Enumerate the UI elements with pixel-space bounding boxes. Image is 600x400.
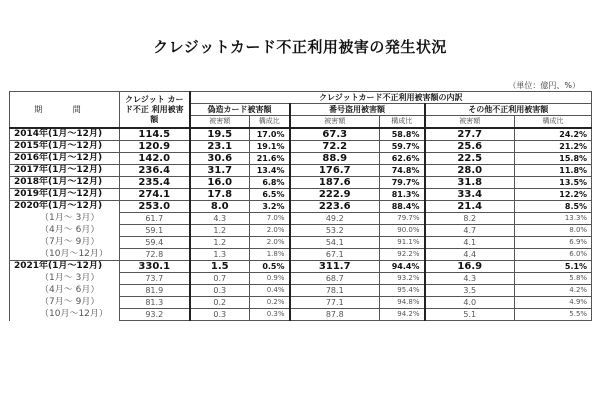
counterfeit-ratio-cell: 0.3%	[250, 309, 290, 321]
group-header-other: その他不正利用被害額	[425, 104, 592, 116]
theft-ratio-cell: 79.7%	[380, 213, 425, 225]
table-row-year	[10, 141, 592, 153]
other-amount-cell: 8.2	[425, 213, 515, 225]
other-ratio-cell: 13.5%	[515, 177, 592, 189]
counterfeit-amount-cell: 4.3	[190, 213, 250, 225]
table-row-quarter	[10, 237, 592, 249]
table-body	[10, 92, 592, 321]
table-row-quarter	[10, 249, 592, 261]
other-amount-cell: 4.7	[425, 225, 515, 237]
group-header-counterfeit: 偽造カード被害額	[190, 104, 290, 116]
period-cell-year: 2021年(1月〜12月)	[10, 261, 120, 273]
other-amount-cell: 25.6	[425, 141, 515, 153]
table-row-quarter	[10, 309, 592, 321]
theft-ratio-cell: 79.7%	[380, 177, 425, 189]
other-ratio-cell: 5.1%	[515, 261, 592, 273]
counterfeit-ratio-cell: 21.6%	[250, 153, 290, 165]
other-amount-cell: 28.0	[425, 165, 515, 177]
theft-amount-cell: 68.7	[290, 273, 380, 285]
theft-ratio-cell: 88.4%	[380, 201, 425, 213]
table-row-quarter	[10, 273, 592, 285]
period-cell-year: 2014年(1月〜12月)	[10, 128, 120, 141]
other-ratio-cell: 13.3%	[515, 213, 592, 225]
theft-amount-cell: 311.7	[290, 261, 380, 273]
theft-ratio-cell: 91.1%	[380, 237, 425, 249]
period-cell-quarter: （4月〜 6月）	[10, 285, 120, 297]
theft-ratio-cell: 94.8%	[380, 297, 425, 309]
theft-ratio-cell: 94.4%	[380, 261, 425, 273]
table-row-quarter	[10, 297, 592, 309]
period-cell-quarter: （7月〜 9月）	[10, 237, 120, 249]
theft-amount-cell: 223.6	[290, 201, 380, 213]
theft-ratio-cell: 59.7%	[380, 141, 425, 153]
other-ratio-cell: 6.9%	[515, 237, 592, 249]
total-cell: 142.0	[120, 153, 190, 165]
period-cell-quarter: （10月〜12月）	[10, 249, 120, 261]
total-cell: 59.4	[120, 237, 190, 249]
counterfeit-amount-cell: 0.3	[190, 309, 250, 321]
other-ratio-cell: 11.8%	[515, 165, 592, 177]
total-cell: 61.7	[120, 213, 190, 225]
header-row-top	[10, 92, 592, 104]
counterfeit-amount-cell: 1.2	[190, 237, 250, 249]
period-cell-year: 2019年(1月〜12月)	[10, 189, 120, 201]
period-cell-year: 2017年(1月〜12月)	[10, 165, 120, 177]
other-amount-cell: 3.5	[425, 285, 515, 297]
counterfeit-ratio-cell: 6.8%	[250, 177, 290, 189]
counterfeit-ratio-cell: 0.4%	[250, 285, 290, 297]
table-row-quarter	[10, 285, 592, 297]
sub-header-ratio: 構成比	[380, 116, 425, 129]
counterfeit-ratio-cell: 19.1%	[250, 141, 290, 153]
other-amount-cell: 16.9	[425, 261, 515, 273]
total-cell: 253.0	[120, 201, 190, 213]
table-row-year	[10, 165, 592, 177]
period-cell-quarter: （10月〜12月）	[10, 309, 120, 321]
counterfeit-amount-cell: 0.7	[190, 273, 250, 285]
other-ratio-cell: 4.9%	[515, 297, 592, 309]
period-cell-quarter: （1月〜 3月）	[10, 273, 120, 285]
counterfeit-amount-cell: 1.2	[190, 225, 250, 237]
sub-header-ratio: 構成比	[515, 116, 592, 129]
theft-amount-cell: 88.9	[290, 153, 380, 165]
total-cell: 93.2	[120, 309, 190, 321]
other-ratio-cell: 4.2%	[515, 285, 592, 297]
other-ratio-cell: 8.5%	[515, 201, 592, 213]
total-cell: 73.7	[120, 273, 190, 285]
theft-amount-cell: 67.1	[290, 249, 380, 261]
table-row-year	[10, 201, 592, 213]
total-cell: 274.1	[120, 189, 190, 201]
other-ratio-cell: 5.8%	[515, 273, 592, 285]
theft-amount-cell: 67.3	[290, 128, 380, 141]
other-ratio-cell: 6.0%	[515, 249, 592, 261]
table-row-year	[10, 153, 592, 165]
theft-ratio-cell: 81.3%	[380, 189, 425, 201]
table-row-year	[10, 128, 592, 141]
other-ratio-cell: 8.0%	[515, 225, 592, 237]
counterfeit-amount-cell: 1.3	[190, 249, 250, 261]
period-cell-year: 2020年(1月〜12月)	[10, 201, 120, 213]
counterfeit-ratio-cell: 3.2%	[250, 201, 290, 213]
counterfeit-ratio-cell: 0.5%	[250, 261, 290, 273]
total-cell: 72.8	[120, 249, 190, 261]
counterfeit-ratio-cell: 0.9%	[250, 273, 290, 285]
theft-ratio-cell: 93.2%	[380, 273, 425, 285]
theft-amount-cell: 53.2	[290, 225, 380, 237]
total-header: クレジット カード不正 利用被害額	[120, 92, 190, 129]
theft-ratio-cell: 90.0%	[380, 225, 425, 237]
total-cell: 120.9	[120, 141, 190, 153]
table-row-year	[10, 189, 592, 201]
theft-amount-cell: 54.1	[290, 237, 380, 249]
counterfeit-amount-cell: 30.6	[190, 153, 250, 165]
counterfeit-amount-cell: 0.3	[190, 285, 250, 297]
period-cell-quarter: （1月〜 3月）	[10, 213, 120, 225]
other-amount-cell: 33.4	[425, 189, 515, 201]
other-ratio-cell: 24.2%	[515, 128, 592, 141]
theft-ratio-cell: 58.8%	[380, 128, 425, 141]
period-cell-year: 2015年(1月〜12月)	[10, 141, 120, 153]
theft-ratio-cell: 92.2%	[380, 249, 425, 261]
theft-amount-cell: 72.2	[290, 141, 380, 153]
table-row-quarter	[10, 213, 592, 225]
other-ratio-cell: 15.8%	[515, 153, 592, 165]
theft-amount-cell: 87.8	[290, 309, 380, 321]
period-cell-quarter: （4月〜 6月）	[10, 225, 120, 237]
other-amount-cell: 4.1	[425, 237, 515, 249]
counterfeit-amount-cell: 31.7	[190, 165, 250, 177]
other-ratio-cell: 21.2%	[515, 141, 592, 153]
breakdown-header: クレジットカード不正利用被害額の内訳	[190, 92, 592, 104]
other-amount-cell: 4.3	[425, 273, 515, 285]
total-cell: 330.1	[120, 261, 190, 273]
total-cell: 81.3	[120, 297, 190, 309]
counterfeit-ratio-cell: 2.0%	[250, 237, 290, 249]
period-cell-year: 2018年(1月〜12月)	[10, 177, 120, 189]
sub-header-amount: 被害額	[425, 116, 515, 129]
other-amount-cell: 4.4	[425, 249, 515, 261]
sub-header-ratio: 構成比	[250, 116, 290, 129]
group-header-theft: 番号盗用被害額	[290, 104, 425, 116]
counterfeit-amount-cell: 23.1	[190, 141, 250, 153]
counterfeit-amount-cell: 16.0	[190, 177, 250, 189]
other-ratio-cell: 12.2%	[515, 189, 592, 201]
total-cell: 59.1	[120, 225, 190, 237]
period-cell-quarter: （7月〜 9月）	[10, 297, 120, 309]
counterfeit-ratio-cell: 1.8%	[250, 249, 290, 261]
counterfeit-ratio-cell: 2.0%	[250, 225, 290, 237]
theft-amount-cell: 78.1	[290, 285, 380, 297]
total-cell: 236.4	[120, 165, 190, 177]
counterfeit-ratio-cell: 0.2%	[250, 297, 290, 309]
theft-ratio-cell: 94.2%	[380, 309, 425, 321]
other-amount-cell: 5.1	[425, 309, 515, 321]
counterfeit-amount-cell: 1.5	[190, 261, 250, 273]
counterfeit-amount-cell: 19.5	[190, 128, 250, 141]
counterfeit-amount-cell: 8.0	[190, 201, 250, 213]
other-amount-cell: 21.4	[425, 201, 515, 213]
total-cell: 81.9	[120, 285, 190, 297]
counterfeit-amount-cell: 0.2	[190, 297, 250, 309]
counterfeit-ratio-cell: 13.4%	[250, 165, 290, 177]
table-row-quarter	[10, 225, 592, 237]
counterfeit-amount-cell: 17.8	[190, 189, 250, 201]
page-title: クレジットカード不正利用被害の発生状況	[153, 38, 447, 56]
unit-note: （単位：億円、%）	[508, 81, 580, 90]
other-ratio-cell: 5.5%	[515, 309, 592, 321]
other-amount-cell: 31.8	[425, 177, 515, 189]
sub-header-amount: 被害額	[290, 116, 380, 129]
theft-ratio-cell: 74.8%	[380, 165, 425, 177]
total-cell: 114.5	[120, 128, 190, 141]
counterfeit-ratio-cell: 7.0%	[250, 213, 290, 225]
fraud-table	[9, 91, 592, 321]
theft-amount-cell: 222.9	[290, 189, 380, 201]
period-header: 期 間	[10, 92, 120, 129]
counterfeit-ratio-cell: 17.0%	[250, 128, 290, 141]
period-cell-year: 2016年(1月〜12月)	[10, 153, 120, 165]
other-amount-cell: 22.5	[425, 153, 515, 165]
theft-ratio-cell: 95.4%	[380, 285, 425, 297]
sub-header-amount: 被害額	[190, 116, 250, 129]
table-row-year	[10, 177, 592, 189]
theft-ratio-cell: 62.6%	[380, 153, 425, 165]
other-amount-cell: 27.7	[425, 128, 515, 141]
counterfeit-ratio-cell: 6.5%	[250, 189, 290, 201]
theft-amount-cell: 187.6	[290, 177, 380, 189]
total-cell: 235.4	[120, 177, 190, 189]
table-row-year	[10, 261, 592, 273]
theft-amount-cell: 49.2	[290, 213, 380, 225]
theft-amount-cell: 176.7	[290, 165, 380, 177]
other-amount-cell: 4.0	[425, 297, 515, 309]
theft-amount-cell: 77.1	[290, 297, 380, 309]
